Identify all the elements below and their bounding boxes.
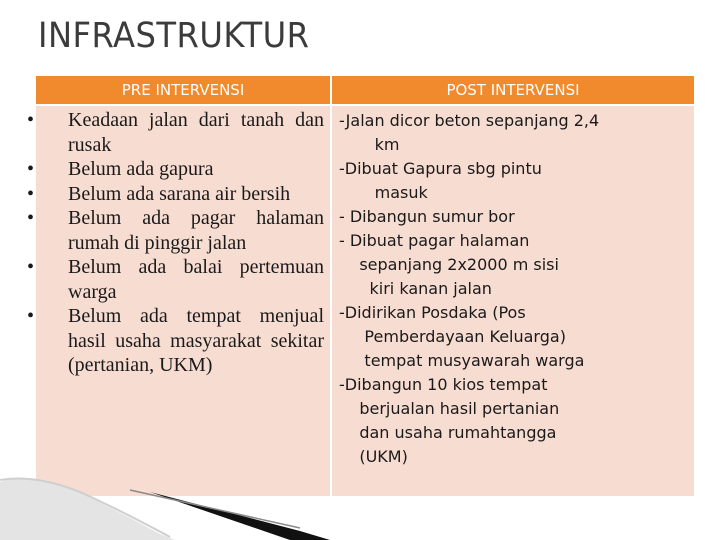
pre-intervensi-list [27, 108, 330, 378]
page-title: INFRASTRUKTUR [38, 16, 310, 56]
post-line: - Dibuat pagar halaman [339, 231, 530, 250]
post-line: km [339, 135, 400, 154]
comparison-table [27, 76, 694, 496]
header-pre-intervensi: PRE INTERVENSI [36, 76, 330, 104]
list-item [27, 157, 330, 182]
header-post-intervensi: POST INTERVENSI [332, 76, 694, 104]
post-line: -Dibangun 10 kios tempat [339, 375, 548, 394]
bullet-icon: • [27, 109, 35, 131]
post-line: sepanjang 2x2000 m sisi [339, 255, 559, 274]
list-item-text: Belum ada gapura [68, 158, 214, 180]
post-line: berjualan hasil pertanian [339, 399, 560, 418]
post-line: -Dibuat Gapura sbg pintu [339, 159, 542, 178]
black-swoosh-shadow [130, 490, 300, 528]
post-line: (UKM) [339, 447, 408, 466]
post-line: tempat musyawarah warga [339, 351, 585, 370]
post-line: dan usaha rumahtangga [339, 423, 557, 442]
header-divider [36, 104, 694, 106]
list-item [27, 206, 330, 255]
bullet-icon: • [27, 207, 35, 229]
black-swoosh-shape [150, 492, 330, 540]
list-item-text: Belum ada tempat menjual hasil usaha masyarakat sekitar (pertanian, UKM) [68, 305, 324, 376]
list-item [27, 255, 330, 304]
list-item-text: Belum ada balai pertemuan warga [68, 256, 324, 303]
bullet-icon: • [27, 256, 35, 278]
column-divider [330, 76, 332, 496]
list-item [27, 304, 330, 378]
post-line: masuk [339, 183, 428, 202]
post-line: - Dibangun sumur bor [339, 207, 515, 226]
decorative-swoosh [0, 452, 720, 540]
post-intervensi-column [339, 109, 689, 469]
post-line: -Didirikan Posdaka (Pos [339, 303, 526, 322]
list-item [27, 182, 330, 207]
post-line: kiri kanan jalan [339, 279, 492, 298]
bullet-icon: • [27, 182, 35, 205]
list-item-text: Belum ada pagar halaman rumah di pinggir jalan [68, 207, 324, 254]
bullet-icon: • [27, 158, 35, 180]
bullet-icon: • [27, 305, 35, 327]
pre-intervensi-column [27, 108, 330, 378]
list-item-text: Keadaan jalan dari tanah dan rusak [68, 109, 324, 156]
post-line: -Jalan dicor beton sepanjang 2,4 [339, 111, 600, 130]
list-item [27, 108, 330, 157]
post-line: Pemberdayaan Keluarga) [339, 327, 566, 346]
list-item-text: Belum ada sarana air bersih [68, 182, 291, 205]
